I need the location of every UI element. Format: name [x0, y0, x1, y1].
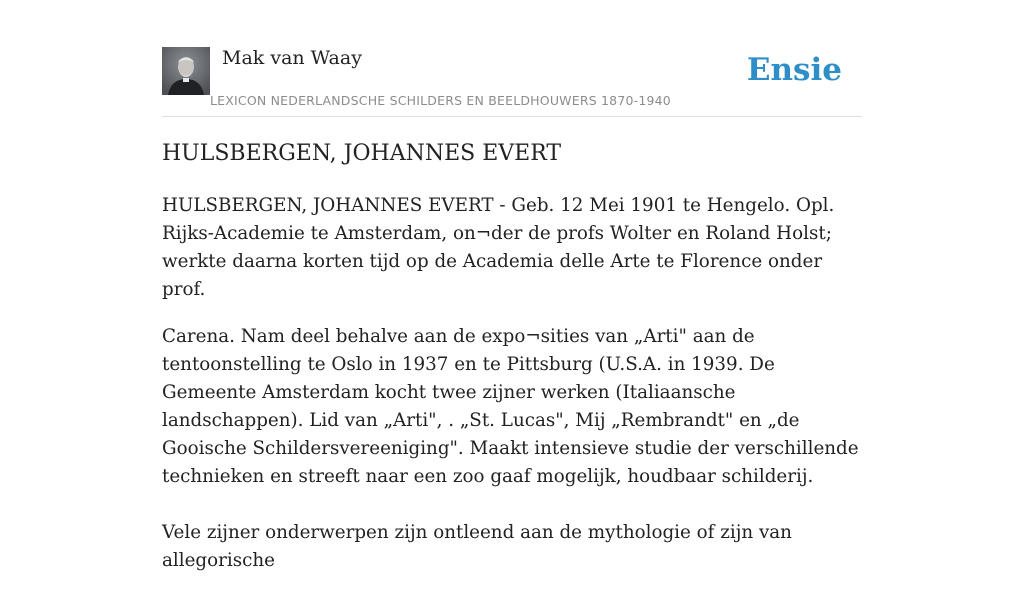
article-title: HULSBERGEN, JOHANNES EVERT	[162, 141, 562, 166]
paragraph-3: Vele zijner onderwerpen zijn ontleend aan de mythologie of zijn van allegorische	[162, 522, 792, 571]
author-name[interactable]: Mak van Waay	[222, 47, 362, 69]
author-avatar[interactable]	[162, 47, 210, 95]
portrait-image	[162, 47, 210, 95]
lexicon-subtitle[interactable]: LEXICON NEDERLANDSCHE SCHILDERS EN BEELDHOUWERS 1870-1940	[210, 93, 671, 108]
article-header	[162, 46, 862, 117]
ensie-logo[interactable]: Ensie	[746, 52, 842, 88]
article-body	[162, 192, 866, 594]
paragraph-2: Carena. Nam deel behalve aan de expo¬sities van „Arti" aan de tentoonstelling te Oslo in 1937 en te Pittsburg (U.S.A. in 1939. De Gemeente Amsterdam kocht twee zijner werken (Italiaansche landschappen). Lid van „Arti", . „St. Lucas", Mij „Rembrandt" en „de Gooische Schildersvereeniging". Maakt intensieve studie der verschillende technieken en streeft naar een zoo gaaf mogelijk, houdbaar schilderij.	[162, 326, 859, 487]
paragraph-1: HULSBERGEN, JOHANNES EVERT - Geb. 12 Mei 1901 te Hengelo. Opl. Rijks-Academie te Amsterdam, on¬der de profs Wolter en Roland Holst; werkte daarna korten tijd op de Academia delle Arte te Florence onder prof.	[162, 195, 835, 300]
